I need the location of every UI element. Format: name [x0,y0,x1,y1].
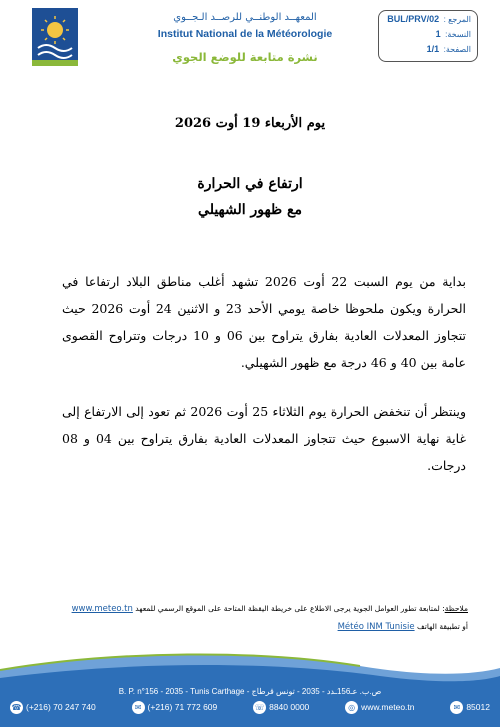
footer-website-text[interactable]: www.meteo.tn [361,702,415,712]
notice-app-line [62,622,468,632]
footer-website[interactable] [345,701,414,714]
version-value: 1 [435,29,441,39]
version-row [383,29,471,40]
footer-postcode-text: 85012 [466,702,490,712]
mail-icon: ✉ [450,701,463,714]
globe-icon: ◎ [345,701,358,714]
body-paragraph-1: بداية من يوم السبت 22 أوت 2026 تشهد أغلب مناطق البلاد ارتفاعا في الحرارة ويكون ملحوظا خاصة يومي الأحد 23 و الاثنين 24 أوت 2026 حيث تتجاوز المعدلات العادية بفارق يتراوح بين 06 و 10 درجات وتتراوح القصوى عامة بين 40 و 46 درجة مع ظهور الشهيلي. [62,274,467,370]
notice-website-link[interactable]: www.meteo.tn [71,604,133,614]
reference-box [378,10,478,62]
bulletin-date: يوم الأربعاء 19 أوت 2026 [174,116,326,131]
footer-phone-2 [132,701,218,714]
bulletin-title-line2: مع ظهور الشهيلي [198,202,302,218]
footer-contacts [0,698,500,716]
page-row [383,44,471,55]
notice-label: ملاحظة [444,604,468,613]
notice-app-link[interactable]: Météo INM Tunisie [337,622,415,632]
phone-icon: ☎ [11,702,22,712]
bulletin-name: نشرة متابعة للوضع الجوي [172,50,318,64]
footer-postcode [450,701,490,714]
page-label: الصفحة: [443,45,471,54]
reference-value: BUL/PRV/02 [387,14,440,24]
reference-row [383,14,471,25]
page-value: 1/1 [426,44,440,54]
footer-phone-2-text: (+216) 71 772 609 [147,702,218,712]
reference-label: المرجع : [443,15,471,24]
notice-line [62,604,468,614]
body-paragraph-2: وينتظر أن تنخفض الحرارة يوم الثلاثاء 25 أوت 2026 ثم تعود إلى الارتفاع إلى غاية نهاية الاسبوع حيث تتجاوز المعدلات العادية بفارق يتراوح بين 04 و 08 درجات. [62,404,466,473]
institute-name-ar: المعهــد الوطنــي للرصــد الـجــوي [173,12,317,23]
bulletin-title-line1: ارتفاع في الحرارة [197,176,303,192]
notice-app-text: أو تطبيقة الهاتف [416,622,468,631]
footer-phone-3-text: 8840 0000 [269,702,310,712]
footer-phone-1 [10,701,96,714]
footer-phone-3 [253,701,309,714]
institute-name-fr: Institut National de la Météorologie [157,28,333,40]
version-label: النسخة: [445,30,471,39]
fax-icon: ✉ [132,701,145,714]
phone-icon: ☏ [254,702,265,712]
footer-address: B. P. n°156 - 2035 - Tunis Carthage - ص.ب. عـ156ـدد - 2035 - تونس قرطاج [118,687,382,696]
inm-logo [32,8,78,66]
footer-phone-1-text: (+216) 70 247 740 [26,702,96,712]
notice-text: : لمتابعة تطور العوامل الجوية يرجى الاطلاع على خريطة اليقظة المتاحة على الموقع الرسمي للمعهد [135,604,445,613]
